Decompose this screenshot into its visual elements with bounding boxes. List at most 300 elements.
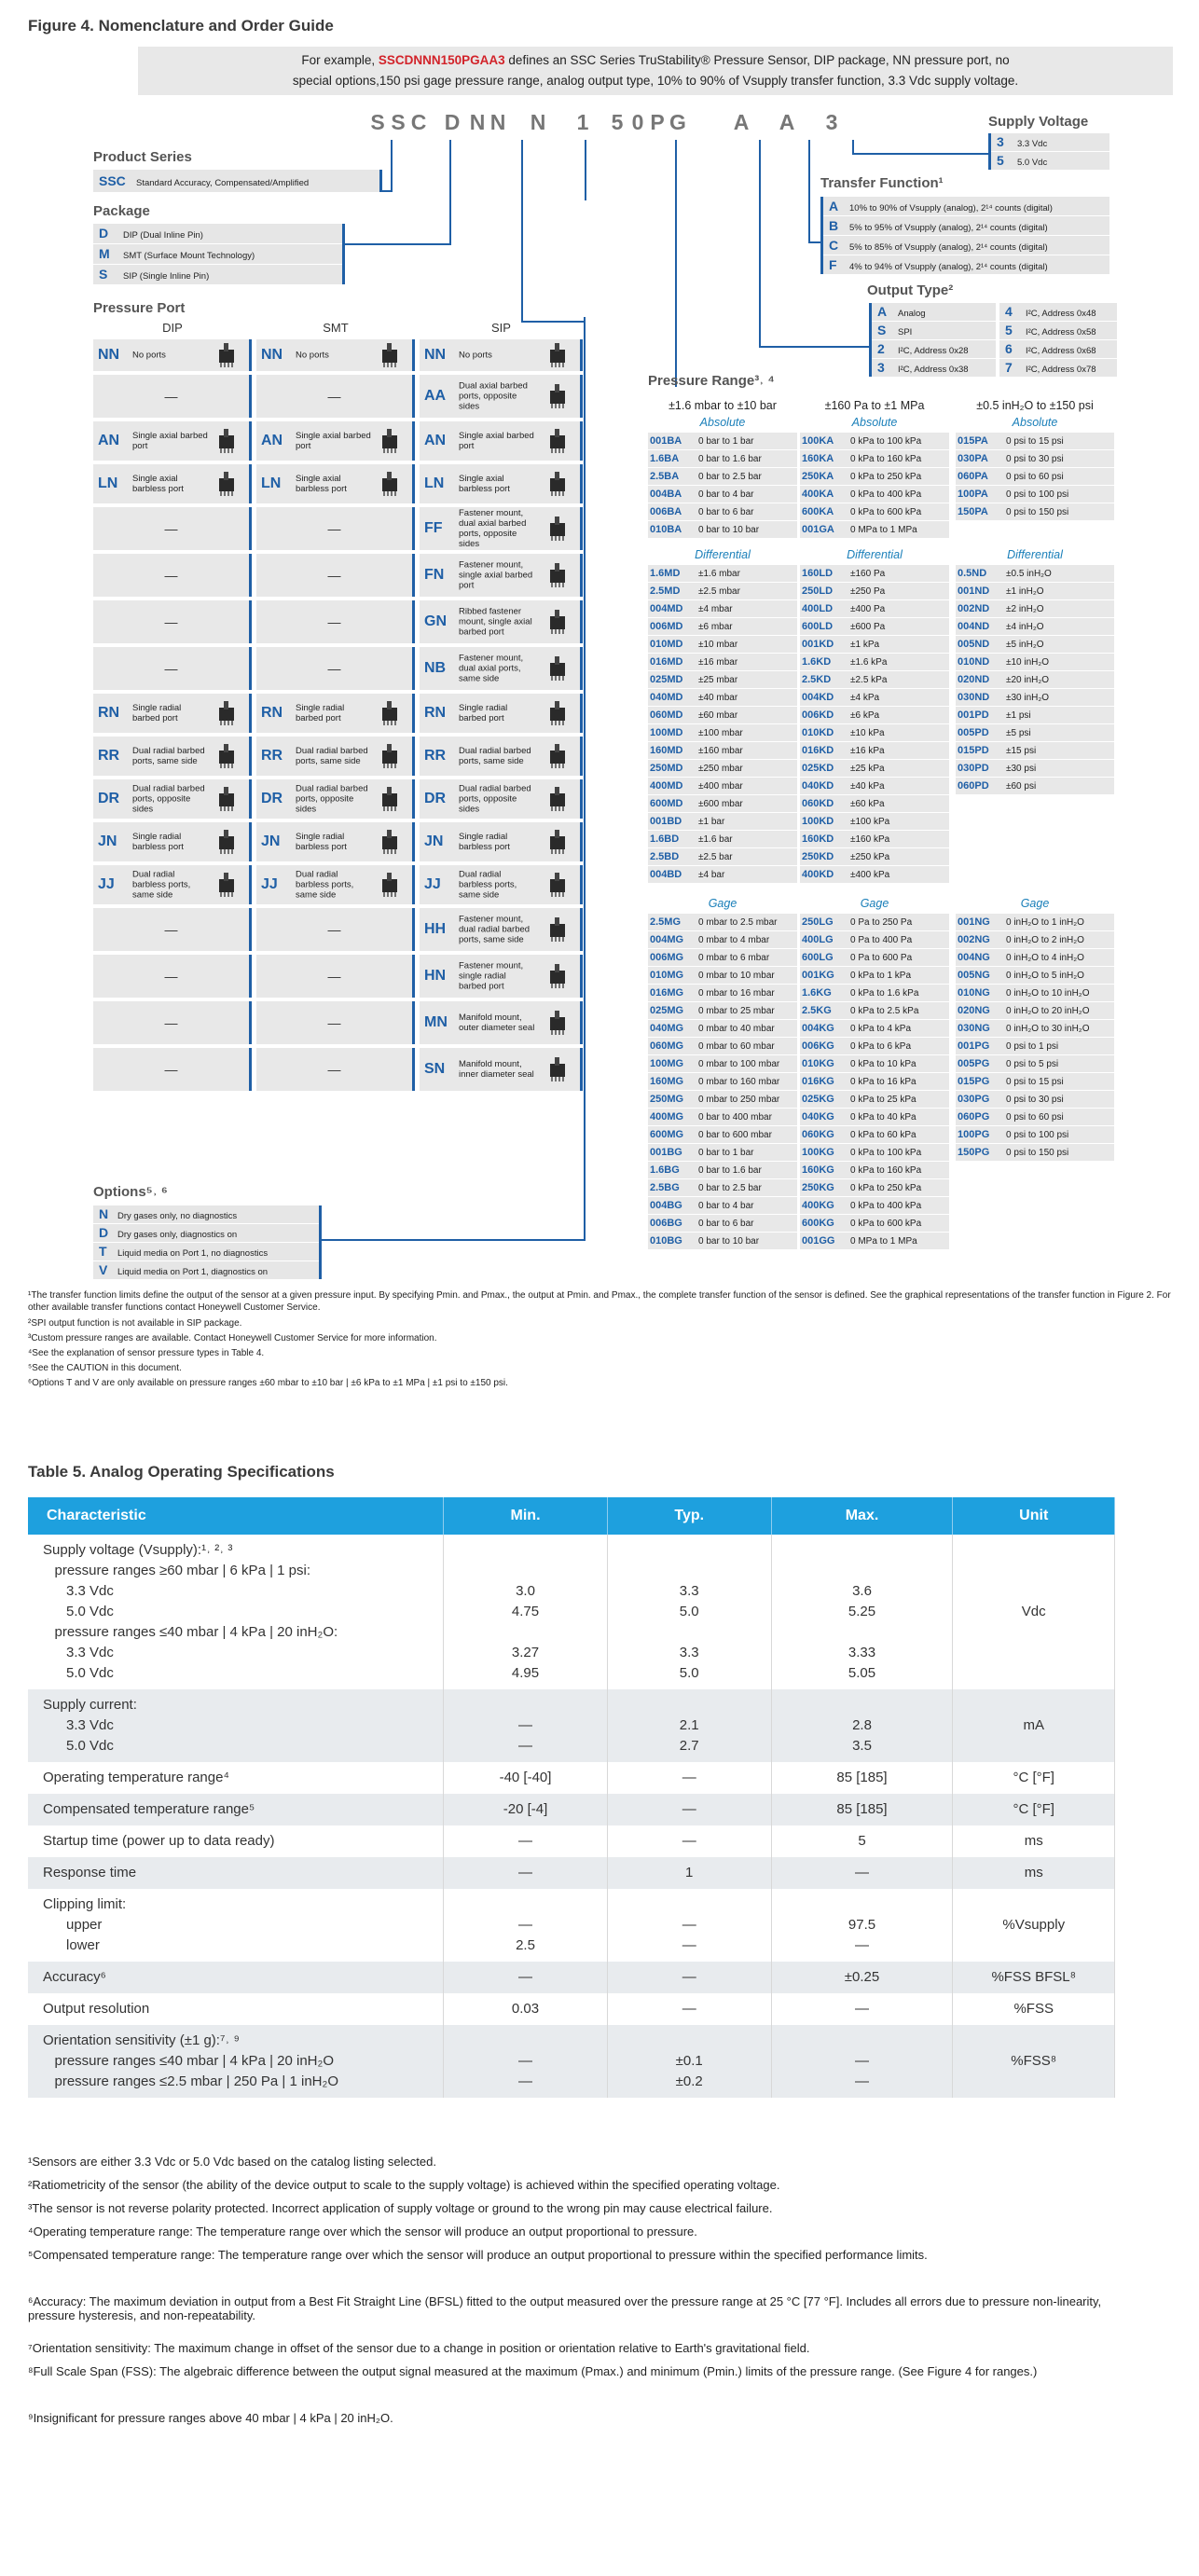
range-desc: ±4 inH₂O xyxy=(1006,622,1044,632)
port-cell xyxy=(256,865,415,904)
cell-line: mA xyxy=(1023,1717,1044,1733)
range-desc: ±5 inH₂O xyxy=(1006,640,1044,650)
range-desc: ±250 mbar xyxy=(698,764,743,774)
range-desc: 0 psi to 15 psi xyxy=(1006,436,1064,447)
range-row xyxy=(956,450,1114,468)
port-cell xyxy=(420,822,583,861)
range-code: 250MG xyxy=(650,1094,684,1105)
option-desc: 10% to 90% of Vsupply (analog), 2¹⁴ counts (digital) xyxy=(849,203,1053,214)
port-code: FF xyxy=(424,520,443,536)
range-row xyxy=(956,778,1114,795)
option-code: B xyxy=(829,218,839,233)
not-available: — xyxy=(164,969,178,984)
range-row xyxy=(956,689,1114,707)
code-letter: N xyxy=(530,110,546,134)
range-code: 006MG xyxy=(650,952,684,963)
port-cell xyxy=(93,464,252,503)
range-row xyxy=(800,848,949,866)
range-desc: 0 inH₂O to 20 inH₂O xyxy=(1006,1006,1090,1016)
list-item xyxy=(93,224,342,244)
port-cell xyxy=(93,647,252,690)
cell-line: 85 [185] xyxy=(836,1770,888,1785)
range-row xyxy=(648,848,797,866)
sensor-package-icon xyxy=(379,786,403,812)
cell-line xyxy=(772,1561,953,1581)
range-desc: ±10 inH₂O xyxy=(1006,657,1050,668)
example-line1: defines an SSC Series TruStability® Pressure Sensor, DIP package, NN pressure port, no xyxy=(504,53,1010,67)
cell-line: Vdc xyxy=(1021,1604,1046,1619)
port-desc: Single axial barbless port xyxy=(132,474,184,494)
range-desc: 0 bar to 2.5 bar xyxy=(698,472,762,482)
range-desc: 0 kPa to 16 kPa xyxy=(850,1077,916,1087)
range-row xyxy=(800,1020,949,1038)
range-code: 2.5KG xyxy=(802,1005,832,1016)
range-desc: ±16 kPa xyxy=(850,746,885,756)
list-item xyxy=(991,152,1109,170)
port-code: DR xyxy=(261,791,283,806)
cell-line: pressure ranges ≤40 mbar | 4 kPa | 20 inH₂O: xyxy=(43,1624,338,1640)
range-code: 006KG xyxy=(802,1040,834,1052)
sensor-package-icon xyxy=(546,1010,571,1036)
table-cell xyxy=(444,1962,608,1993)
port-desc: Fastener mount, dual axial barbed ports, opposite sides xyxy=(459,508,527,549)
range-row xyxy=(956,914,1114,931)
option-desc: Dry gases only, no diagnostics xyxy=(117,1211,238,1221)
range-desc: 0 psi to 100 psi xyxy=(1006,489,1069,500)
table-cell xyxy=(607,1762,771,1794)
port-desc: Fastener mount, dual radial barbed ports, same side xyxy=(459,914,531,945)
column-header: Max. xyxy=(771,1497,953,1535)
range-desc: 0 psi to 60 psi xyxy=(1006,1112,1064,1123)
range-desc: ±1.6 bar xyxy=(698,834,733,845)
port-code: JN xyxy=(98,833,117,849)
port-cell xyxy=(256,464,415,503)
table-cell xyxy=(444,1794,608,1825)
list-item xyxy=(823,236,1109,255)
range-row xyxy=(800,1144,949,1162)
port-cell xyxy=(93,600,252,643)
sensor-package-icon xyxy=(546,786,571,812)
cell-line xyxy=(444,1561,607,1581)
cell-line: — xyxy=(518,1717,533,1733)
range-code: 2.5BG xyxy=(650,1182,680,1193)
port-code: RR xyxy=(261,748,283,764)
range-row xyxy=(956,636,1114,654)
range-desc: ±60 mbar xyxy=(698,710,738,721)
cell-line: 3.33 xyxy=(848,1645,876,1660)
option-code: 7 xyxy=(1005,360,1013,375)
range-code: 1.6BG xyxy=(650,1164,680,1176)
range-code: 600MG xyxy=(650,1129,684,1140)
options-box xyxy=(93,1205,322,1279)
table-cell xyxy=(953,1857,1115,1889)
cell-line: 3.0 xyxy=(516,1583,535,1599)
range-row xyxy=(956,433,1114,450)
table-cell xyxy=(444,1857,608,1889)
cell-line: lower xyxy=(43,1937,100,1953)
option-desc: 5% to 85% of Vsupply (analog), 2¹⁴ counts (digital) xyxy=(849,242,1048,253)
table-cell xyxy=(771,1962,953,1993)
port-desc: No ports xyxy=(296,350,329,361)
range-desc: ±250 kPa xyxy=(850,852,890,862)
range-code: 250KG xyxy=(802,1182,834,1193)
range-code: 1.6KD xyxy=(802,656,832,668)
range-code: 010BA xyxy=(650,524,682,535)
option-code: 3 xyxy=(997,134,1004,149)
range-row xyxy=(648,931,797,949)
product-series-box xyxy=(93,170,382,192)
code-letter: C xyxy=(410,110,427,134)
range-desc: ±60 kPa xyxy=(850,799,885,809)
range-desc: 0 mbar to 40 mbar xyxy=(698,1024,775,1034)
range-desc: 0 inH₂O to 4 inH₂O xyxy=(1006,953,1084,963)
port-cell xyxy=(256,1048,415,1091)
output-type-right-box xyxy=(999,303,1117,377)
port-desc: Fastener mount, dual axial ports, same side xyxy=(459,653,524,684)
port-code: NN xyxy=(424,347,447,363)
range-code: 010ND xyxy=(958,656,990,668)
code-letter: S xyxy=(391,110,406,134)
port-cell xyxy=(420,554,583,597)
cell-line: — xyxy=(518,1738,533,1754)
footnote: ⁹Insignificant for pressure ranges above 40 mbar | 4 kPa | 20 inH₂O. xyxy=(28,2411,393,2425)
port-code: SN xyxy=(424,1061,446,1077)
sensor-package-icon xyxy=(546,471,571,497)
not-available: — xyxy=(164,1015,178,1030)
not-available: — xyxy=(164,614,178,629)
cell-line: pressure ranges ≤2.5 mbar | 250 Pa | 1 inH₂O xyxy=(43,2073,338,2089)
cell-line: 2.8 xyxy=(852,1717,872,1733)
range-desc: 0 psi to 60 psi xyxy=(1006,472,1064,482)
range-code: 005NG xyxy=(958,970,990,981)
range-code: 160KA xyxy=(802,453,834,464)
range-desc: ±250 Pa xyxy=(850,586,886,597)
table-header-row xyxy=(28,1497,1115,1535)
port-code: NN xyxy=(98,347,120,363)
range-code: 040KD xyxy=(802,780,834,792)
cell-line: ms xyxy=(1024,1833,1043,1849)
cell-line: — xyxy=(855,1937,869,1953)
range-code: 005ND xyxy=(958,639,990,650)
column-header: Characteristic xyxy=(28,1497,444,1535)
range-code: 010NG xyxy=(958,987,990,999)
range-row xyxy=(648,1197,797,1215)
footnote: ³The sensor is not reverse polarity protected. Incorrect application of supply voltage or ground to the wrong pin may cause electrical failure. xyxy=(28,2201,773,2215)
cell-line: — xyxy=(682,1937,696,1953)
absolute-subheader: Absolute xyxy=(1012,416,1058,429)
not-available: — xyxy=(327,1062,341,1077)
port-desc: Dual radial barbed ports, same side xyxy=(459,746,531,766)
range-desc: 0 mbar to 100 mbar xyxy=(698,1059,780,1069)
range-code: 030PA xyxy=(958,453,988,464)
range-code: 2.5MD xyxy=(650,585,681,597)
pressure-range-title: Pressure Range³˒ ⁴ xyxy=(648,373,775,389)
range-code: 006MD xyxy=(650,621,683,632)
table-cell xyxy=(444,1689,608,1762)
cell-line xyxy=(953,1935,1114,1956)
port-desc: Ribbed fastener mount, single axial barbed port xyxy=(459,606,532,638)
port-code: RR xyxy=(98,748,120,764)
table-row xyxy=(28,1689,1115,1762)
list-item xyxy=(93,1243,319,1261)
footnote: ¹The transfer function limits define the output of the sensor at a given pressure input. By specifying Pmin. and Pmax., the output at Pmin. and Pmax., the complete transfer function of the sensor is defined. See the graphical representations of the transfer function in Figure 2. For other available transfer functions contact Honeywell Customer Service. xyxy=(28,1290,1171,1313)
range-row xyxy=(648,583,797,600)
port-cell xyxy=(420,737,583,776)
range-row xyxy=(648,967,797,985)
port-desc: Single axial barbed port xyxy=(132,431,208,451)
cell-line xyxy=(953,1894,1114,1915)
range-desc: 0 bar to 1 bar xyxy=(698,1148,754,1158)
sensor-package-icon xyxy=(215,342,240,368)
range-code: 400MD xyxy=(650,780,683,792)
port-cell xyxy=(93,694,252,733)
port-cell xyxy=(256,421,415,461)
range-desc: 0 kPa to 250 kPa xyxy=(850,1183,922,1193)
port-code: NN xyxy=(261,347,283,363)
range-code: 025MG xyxy=(650,1005,684,1016)
cell-line xyxy=(772,1540,953,1561)
sensor-package-icon xyxy=(546,655,571,682)
table-cell xyxy=(771,1857,953,1889)
code-letter: S xyxy=(370,110,385,134)
absolute-subheader: Absolute xyxy=(699,416,746,429)
range-code: 400KG xyxy=(802,1200,834,1211)
table-cell xyxy=(953,1825,1115,1857)
product-series-code: SSC xyxy=(99,173,126,188)
output-type-left-box xyxy=(869,303,996,377)
range-row xyxy=(648,778,797,795)
range-code: 001KG xyxy=(802,970,834,981)
range-row xyxy=(800,724,949,742)
range-code: 015PA xyxy=(958,435,988,447)
range-row xyxy=(648,949,797,967)
port-cell xyxy=(256,375,415,418)
port-cell xyxy=(93,955,252,998)
port-cell xyxy=(256,507,415,550)
port-cell xyxy=(420,464,583,503)
cell-line: — xyxy=(518,1865,533,1880)
range-desc: ±1 inH₂O xyxy=(1006,586,1044,597)
port-cell xyxy=(420,375,583,418)
port-cell xyxy=(256,694,415,733)
transfer-function-box xyxy=(820,197,1109,274)
range-code: 006BA xyxy=(650,506,682,517)
transfer-function-title: Transfer Function¹ xyxy=(820,175,944,191)
range-code: 2.5MG xyxy=(650,916,682,928)
list-item xyxy=(93,1205,319,1224)
range-code: 1.6KG xyxy=(802,987,832,999)
port-cell xyxy=(420,339,583,371)
range-row xyxy=(648,1144,797,1162)
table-cell xyxy=(28,1825,444,1857)
absolute-subheader: Absolute xyxy=(851,416,898,429)
port-cell xyxy=(256,554,415,597)
range-desc: ±160 Pa xyxy=(850,569,886,579)
range-code: 600MD xyxy=(650,798,683,809)
range-desc: ±5 psi xyxy=(1006,728,1031,738)
range-code: 030PG xyxy=(958,1094,990,1105)
port-cell xyxy=(420,600,583,643)
footnote: ⁶Options T and V are only available on pressure ranges ±60 mbar to ±10 bar | ±6 kPa to ±1 MPa | ±1 psi to ±150 psi. xyxy=(28,1378,508,1388)
option-code: S xyxy=(877,323,887,337)
range-desc: ±10 kPa xyxy=(850,728,885,738)
cell-line: %FSS⁸ xyxy=(1011,2053,1057,2069)
cell-line: 5.0 xyxy=(679,1665,699,1681)
table-cell xyxy=(28,1857,444,1889)
range-desc: 0 psi to 30 psi xyxy=(1006,454,1064,464)
range-code: 600LG xyxy=(802,952,834,963)
port-code: GN xyxy=(424,613,447,629)
table-row xyxy=(28,1993,1115,2025)
range-code: 016KG xyxy=(802,1076,834,1087)
table-row xyxy=(28,1535,1115,1689)
range-code: 010KD xyxy=(802,727,834,738)
range-code: 400LG xyxy=(802,934,834,945)
range-row xyxy=(956,583,1114,600)
port-code: AA xyxy=(424,388,447,404)
cell-line: 2.7 xyxy=(679,1738,699,1754)
cell-line: 0.03 xyxy=(511,2001,540,2017)
table-row xyxy=(28,1857,1115,1889)
port-code: MN xyxy=(424,1014,448,1030)
option-code: V xyxy=(99,1262,108,1277)
not-available: — xyxy=(164,389,178,404)
range-code: 400KD xyxy=(802,869,834,880)
package-title: Package xyxy=(93,203,150,219)
cell-line xyxy=(953,2072,1114,2092)
port-code: HN xyxy=(424,968,447,984)
cell-line: 4.75 xyxy=(511,1604,540,1619)
sensor-package-icon xyxy=(379,829,403,855)
range-code: 001ND xyxy=(958,585,990,597)
footnote: ⁷Orientation sensitivity: The maximum change in offset of the sensor due to a change in position or orientation relative to Earth's gravitational field. xyxy=(28,2341,810,2355)
list-item xyxy=(823,197,1109,216)
product-series-title: Product Series xyxy=(93,149,192,165)
cell-line: 2.1 xyxy=(679,1717,699,1733)
range-desc: 0 psi to 5 psi xyxy=(1006,1059,1059,1069)
range-desc: 0 inH₂O to 2 inH₂O xyxy=(1006,935,1084,945)
range-code: 100KG xyxy=(802,1147,834,1158)
cell-line: Response time xyxy=(43,1865,137,1880)
list-item xyxy=(93,1261,319,1279)
range-column-header: ±0.5 inH₂O to ±150 psi xyxy=(976,399,1094,412)
range-row xyxy=(648,521,797,539)
table-cell xyxy=(28,1794,444,1825)
range-row xyxy=(800,707,949,724)
range-row xyxy=(956,985,1114,1002)
cell-line xyxy=(444,1894,607,1915)
range-code: 1.6MD xyxy=(650,568,681,579)
range-code: 001NG xyxy=(958,916,990,928)
range-code: 1.6BA xyxy=(650,453,680,464)
table-cell xyxy=(953,1689,1115,1762)
not-available: — xyxy=(327,661,341,676)
range-code: 160KD xyxy=(802,833,834,845)
cell-line xyxy=(608,2031,771,2051)
range-row xyxy=(956,760,1114,778)
cell-line: ±0.2 xyxy=(675,2073,703,2089)
range-code: 016MD xyxy=(650,656,683,668)
cell-line xyxy=(608,1894,771,1915)
option-desc: I²C, Address 0x28 xyxy=(898,346,969,356)
range-desc: 0 kPa to 1 kPa xyxy=(850,971,912,981)
table-cell xyxy=(607,1993,771,2025)
option-code: M xyxy=(99,246,110,261)
option-desc: Liquid media on Port 1, no diagnostics xyxy=(117,1248,269,1259)
port-code: JJ xyxy=(261,876,278,892)
option-code: 5 xyxy=(1005,323,1013,337)
range-row xyxy=(800,654,949,671)
port-cell xyxy=(93,1001,252,1044)
range-row xyxy=(800,671,949,689)
code-letter: N xyxy=(489,110,506,134)
table-cell xyxy=(771,1689,953,1762)
list-item xyxy=(872,303,996,322)
range-row xyxy=(800,949,949,967)
port-code: LN xyxy=(98,475,118,491)
range-code: 005PD xyxy=(958,727,989,738)
cell-line: — xyxy=(682,1833,696,1849)
port-cell xyxy=(93,908,252,951)
range-code: 040MD xyxy=(650,692,683,703)
range-row xyxy=(800,1179,949,1197)
cell-line xyxy=(608,1561,771,1581)
range-code: 001BD xyxy=(650,816,682,827)
range-row xyxy=(956,1091,1114,1109)
range-row xyxy=(648,1215,797,1233)
range-desc: 0 kPa to 100 kPa xyxy=(850,436,922,447)
table-cell xyxy=(953,1889,1115,1962)
cell-line: 3.5 xyxy=(852,1738,872,1754)
sensor-package-icon xyxy=(215,743,240,769)
port-desc: Single axial barbless port xyxy=(296,474,347,494)
option-desc: SIP (Single Inline Pin) xyxy=(123,271,210,282)
range-code: 001GG xyxy=(802,1235,835,1247)
port-code: FN xyxy=(424,567,445,583)
table-cell xyxy=(953,1962,1115,1993)
range-desc: 0 bar to 10 bar xyxy=(698,525,760,535)
range-row xyxy=(800,831,949,848)
option-desc: 5.0 Vdc xyxy=(1017,158,1048,168)
list-item xyxy=(93,244,342,265)
range-row xyxy=(956,1055,1114,1073)
table-cell xyxy=(607,1889,771,1962)
cell-line xyxy=(953,1622,1114,1643)
range-row xyxy=(648,1073,797,1091)
option-code: 2 xyxy=(877,341,885,356)
range-row xyxy=(648,1020,797,1038)
range-code: 100KA xyxy=(802,435,834,447)
table-cell xyxy=(953,1535,1115,1689)
port-cell xyxy=(93,1048,252,1091)
range-desc: ±40 mbar xyxy=(698,693,738,703)
cell-line: 3.3 xyxy=(679,1583,699,1599)
port-desc: Fastener mount, single radial barbed port xyxy=(459,960,524,992)
range-row xyxy=(800,742,949,760)
range-code: 004KG xyxy=(802,1023,834,1034)
code-letter: D xyxy=(444,110,461,134)
range-code: 001BA xyxy=(650,435,682,447)
range-column-header: ±1.6 mbar to ±10 bar xyxy=(668,399,777,412)
range-row xyxy=(648,1038,797,1055)
option-code: 4 xyxy=(1005,304,1013,319)
cell-line: — xyxy=(682,2001,696,2017)
range-row xyxy=(648,760,797,778)
range-row xyxy=(648,1162,797,1179)
cell-line: ±0.25 xyxy=(844,1969,880,1985)
range-code: 150PG xyxy=(958,1147,990,1158)
cell-line: %Vsupply xyxy=(1002,1917,1066,1933)
